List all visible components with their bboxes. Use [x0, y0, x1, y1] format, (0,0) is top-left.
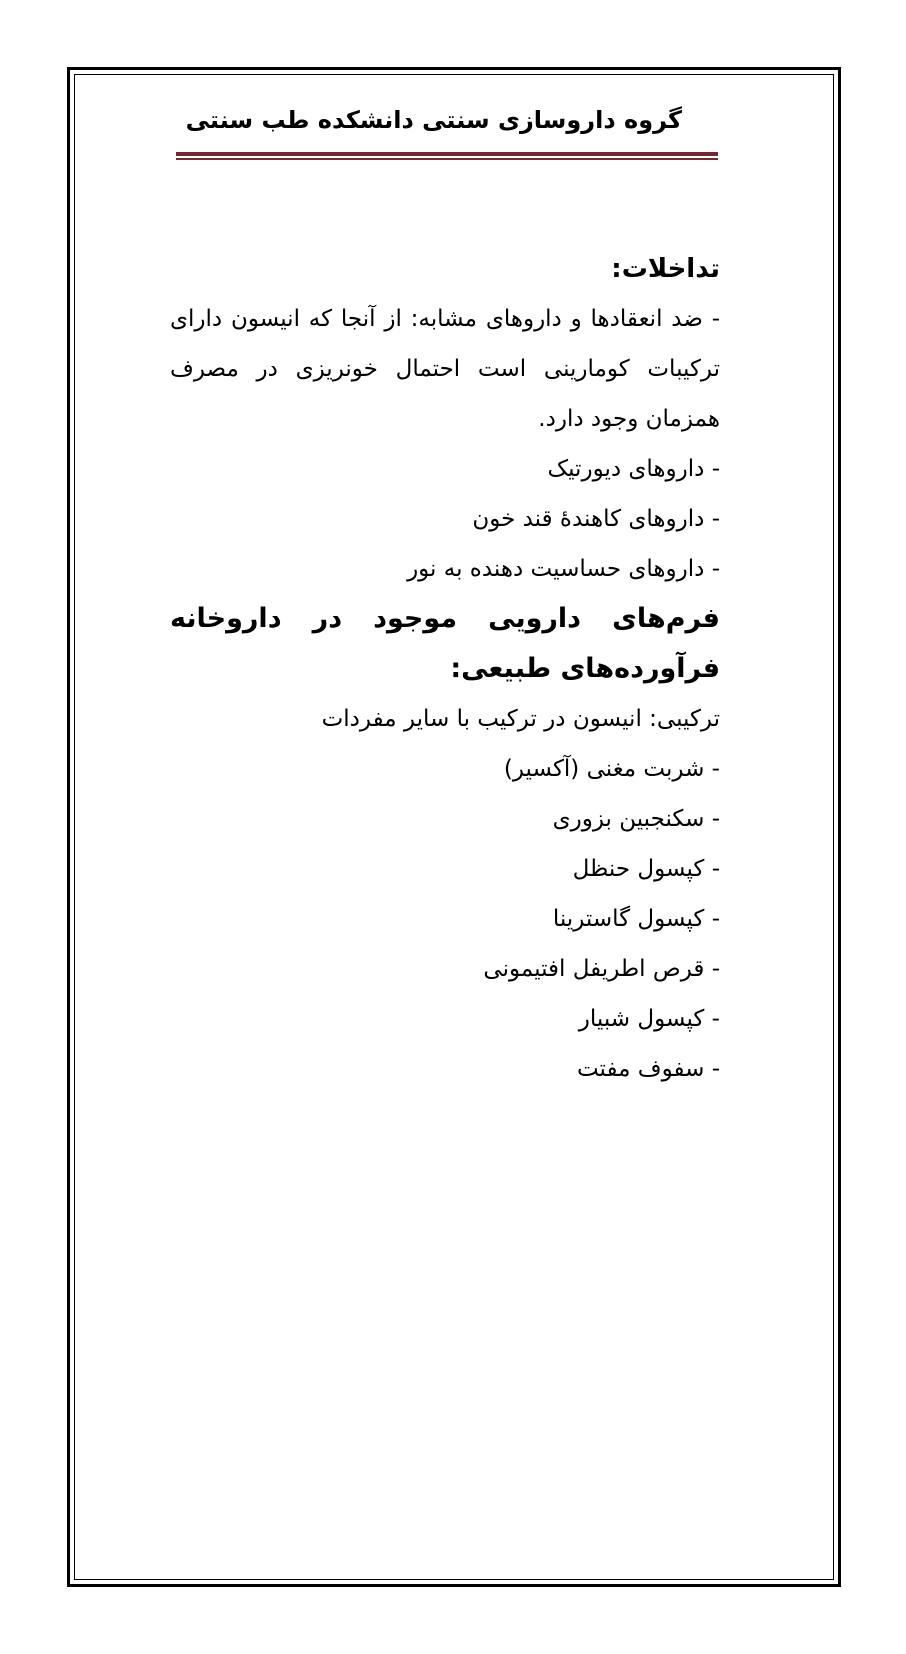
forms-intro: ترکیبی: انیسون در ترکیب با سایر مفردات — [321, 706, 720, 732]
form-item: - سکنجبین بزوری — [552, 806, 720, 832]
interactions-paragraph: - ضد انعقادها و داروهای مشابه: از آنجا که انیسون دارای ترکیبات کومارینی است احتمال خونریزی در مصرف همزمان وجود دارد. — [170, 306, 720, 432]
form-item: - قرص اطریفل افتیمونی — [483, 956, 720, 982]
header-divider — [176, 152, 718, 160]
interaction-item: - داروهای حساسیت دهنده به نور — [407, 556, 720, 582]
page-header-title: گروه داروسازی سنتی دانشکده طب سنتی — [185, 106, 682, 134]
interaction-item: - داروهای کاهندهٔ قند خون — [472, 506, 720, 532]
form-item: - سفوف مفتت — [576, 1056, 720, 1082]
form-item: - کپسول گاسترینا — [552, 906, 720, 932]
form-item: - شربت مغنی (آکسیر) — [503, 756, 720, 782]
page-content — [170, 100, 720, 1094]
interaction-item: - داروهای دیورتیک — [547, 456, 720, 482]
form-item: - کپسول حنظل — [572, 856, 720, 882]
forms-heading: فرم‌های دارویی موجود در داروخانه فرآورده‌های طبیعی: — [170, 603, 720, 684]
form-item: - کپسول شبیار — [578, 1006, 720, 1032]
interactions-heading: تداخلات: — [611, 254, 720, 284]
